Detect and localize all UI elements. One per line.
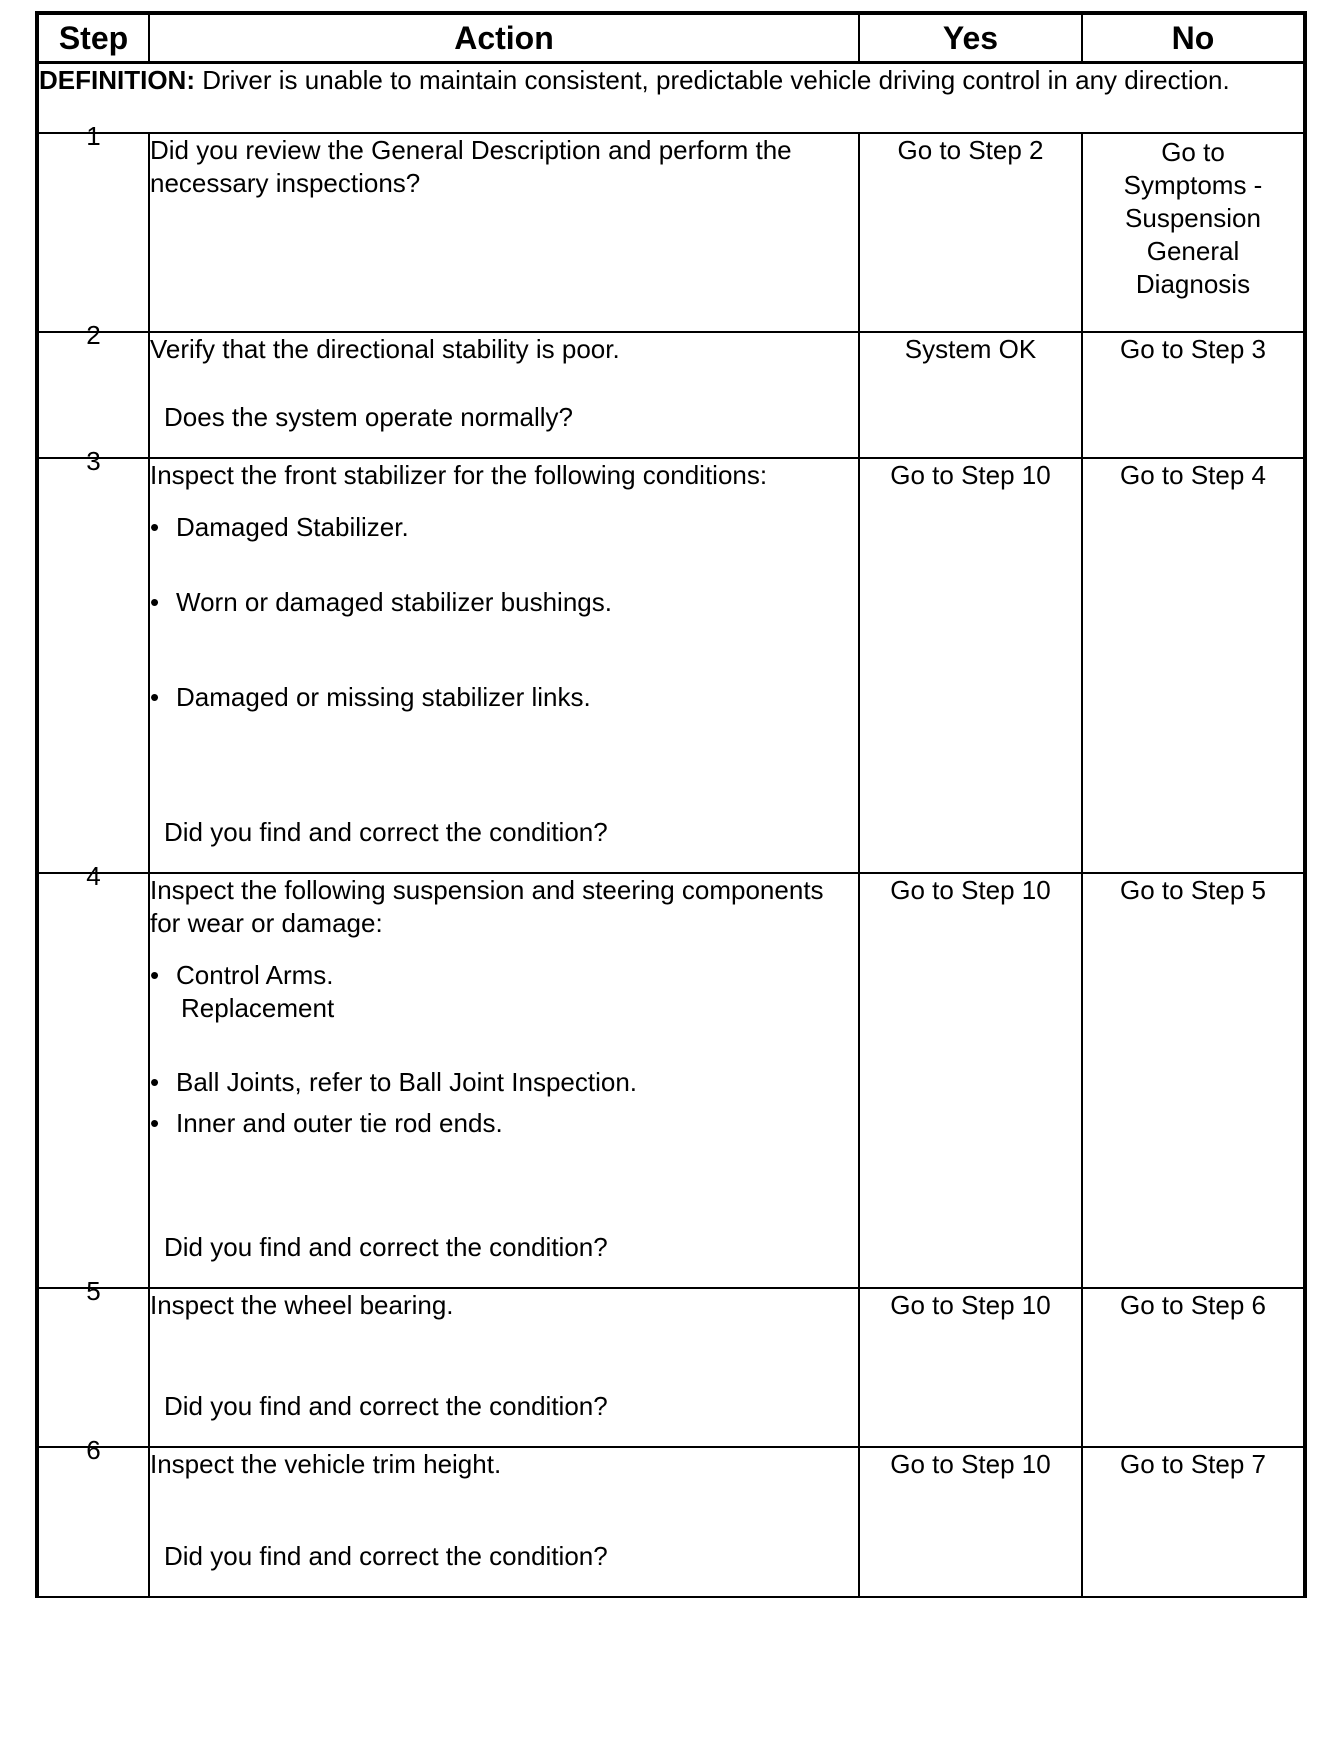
action-intro: Inspect the following suspension and steering components for wear or damage: [150, 875, 824, 938]
action-question: Did you find and correct the condition? [164, 1391, 608, 1421]
no-cell [1082, 332, 1305, 458]
no-result-line: Go to [1161, 137, 1225, 167]
no-cell [1082, 1288, 1305, 1447]
no-result-line: Symptoms - [1123, 170, 1263, 200]
action-question: Did you find and correct the condition? [164, 1232, 608, 1262]
no-cell [1082, 133, 1305, 332]
action-cell [149, 873, 859, 1288]
yes-cell [859, 332, 1082, 458]
definition-cell [37, 63, 1305, 134]
step-number-cell [37, 861, 149, 1288]
yes-cell [859, 458, 1082, 873]
no-result-line: General [1146, 236, 1240, 266]
yes-cell [859, 1447, 1082, 1597]
action-cell [149, 133, 859, 332]
action-question: Does the system operate normally? [164, 402, 573, 432]
definition-text: Driver is unable to maintain consistent, predictable vehicle driving control in any direction. [195, 65, 1230, 95]
no-result: Go to Step 7 [1120, 1449, 1266, 1479]
yes-result: Go to Step 10 [890, 460, 1051, 490]
no-cell [1082, 458, 1305, 873]
diagnostic-table [35, 11, 1307, 1598]
yes-result: Go to Step 2 [897, 135, 1044, 165]
definition-row [37, 63, 1305, 134]
bullet-item: • Ball Joints, refer to Ball Joint Inspection. [150, 1066, 858, 1099]
action-intro: Inspect the wheel bearing. [150, 1290, 454, 1320]
bullet-item: • Damaged or missing stabilizer links. [150, 681, 858, 714]
yes-result: System OK [904, 334, 1037, 364]
table-row [37, 133, 1305, 332]
no-result-line: Diagnosis [1135, 269, 1251, 299]
action-intro: Inspect the vehicle trim height. [150, 1449, 502, 1479]
yes-cell [859, 1288, 1082, 1447]
step-number: 2 [86, 320, 101, 350]
action-intro: Inspect the front stabilizer for the following conditions: [150, 460, 768, 490]
step-number: 5 [86, 1276, 101, 1306]
action-question: Did you find and correct the condition? [164, 817, 608, 847]
yes-cell [859, 133, 1082, 332]
step-number-cell [37, 121, 149, 332]
no-cell [1082, 1447, 1305, 1597]
no-result: Go to Step 5 [1120, 875, 1266, 905]
no-result: Go to Step 6 [1120, 1290, 1266, 1320]
table-row [37, 873, 1305, 1288]
table-row [37, 1447, 1305, 1597]
action-cell [149, 332, 859, 458]
header-yes: Yes [859, 13, 1082, 63]
bullet-item: • Control Arms. [150, 959, 858, 992]
header-row [37, 13, 1305, 63]
step-number-cell [37, 1276, 149, 1447]
step-number: 1 [86, 121, 101, 151]
header-action: Action [149, 13, 859, 63]
header-no: No [1082, 13, 1305, 63]
definition-label: DEFINITION: [39, 65, 195, 95]
bullet-continuation: Replacement [181, 993, 335, 1023]
action-cell [149, 458, 859, 873]
table-row [37, 458, 1305, 873]
step-number-cell [37, 1435, 149, 1597]
bullet-item: • Inner and outer tie rod ends. [150, 1107, 858, 1140]
yes-cell [859, 873, 1082, 1288]
action-cell [149, 1447, 859, 1597]
table-row [37, 332, 1305, 458]
action-intro: Verify that the directional stability is poor. [150, 334, 620, 364]
action-question: Did you find and correct the condition? [164, 1541, 608, 1571]
bullet-item: • Worn or damaged stabilizer bushings. [150, 586, 858, 619]
yes-result: Go to Step 10 [890, 875, 1051, 905]
no-cell [1082, 873, 1305, 1288]
no-result: Go to Step 3 [1120, 334, 1266, 364]
yes-result: Go to Step 10 [890, 1449, 1051, 1479]
step-number: 6 [86, 1435, 101, 1465]
step-number: 3 [86, 446, 101, 476]
no-result: Go to Step 4 [1120, 460, 1266, 490]
table-row [37, 1288, 1305, 1447]
action-cell [149, 1288, 859, 1447]
step-number-cell [37, 446, 149, 873]
bullet-item: • Damaged Stabilizer. [150, 511, 858, 544]
action-question: Did you review the General Description and perform the necessary inspections? [150, 135, 792, 198]
yes-result: Go to Step 10 [890, 1290, 1051, 1320]
header-step: Step [37, 13, 149, 63]
no-result-line: Suspension [1125, 203, 1261, 233]
step-number: 4 [86, 861, 101, 891]
step-number-cell [37, 320, 149, 458]
